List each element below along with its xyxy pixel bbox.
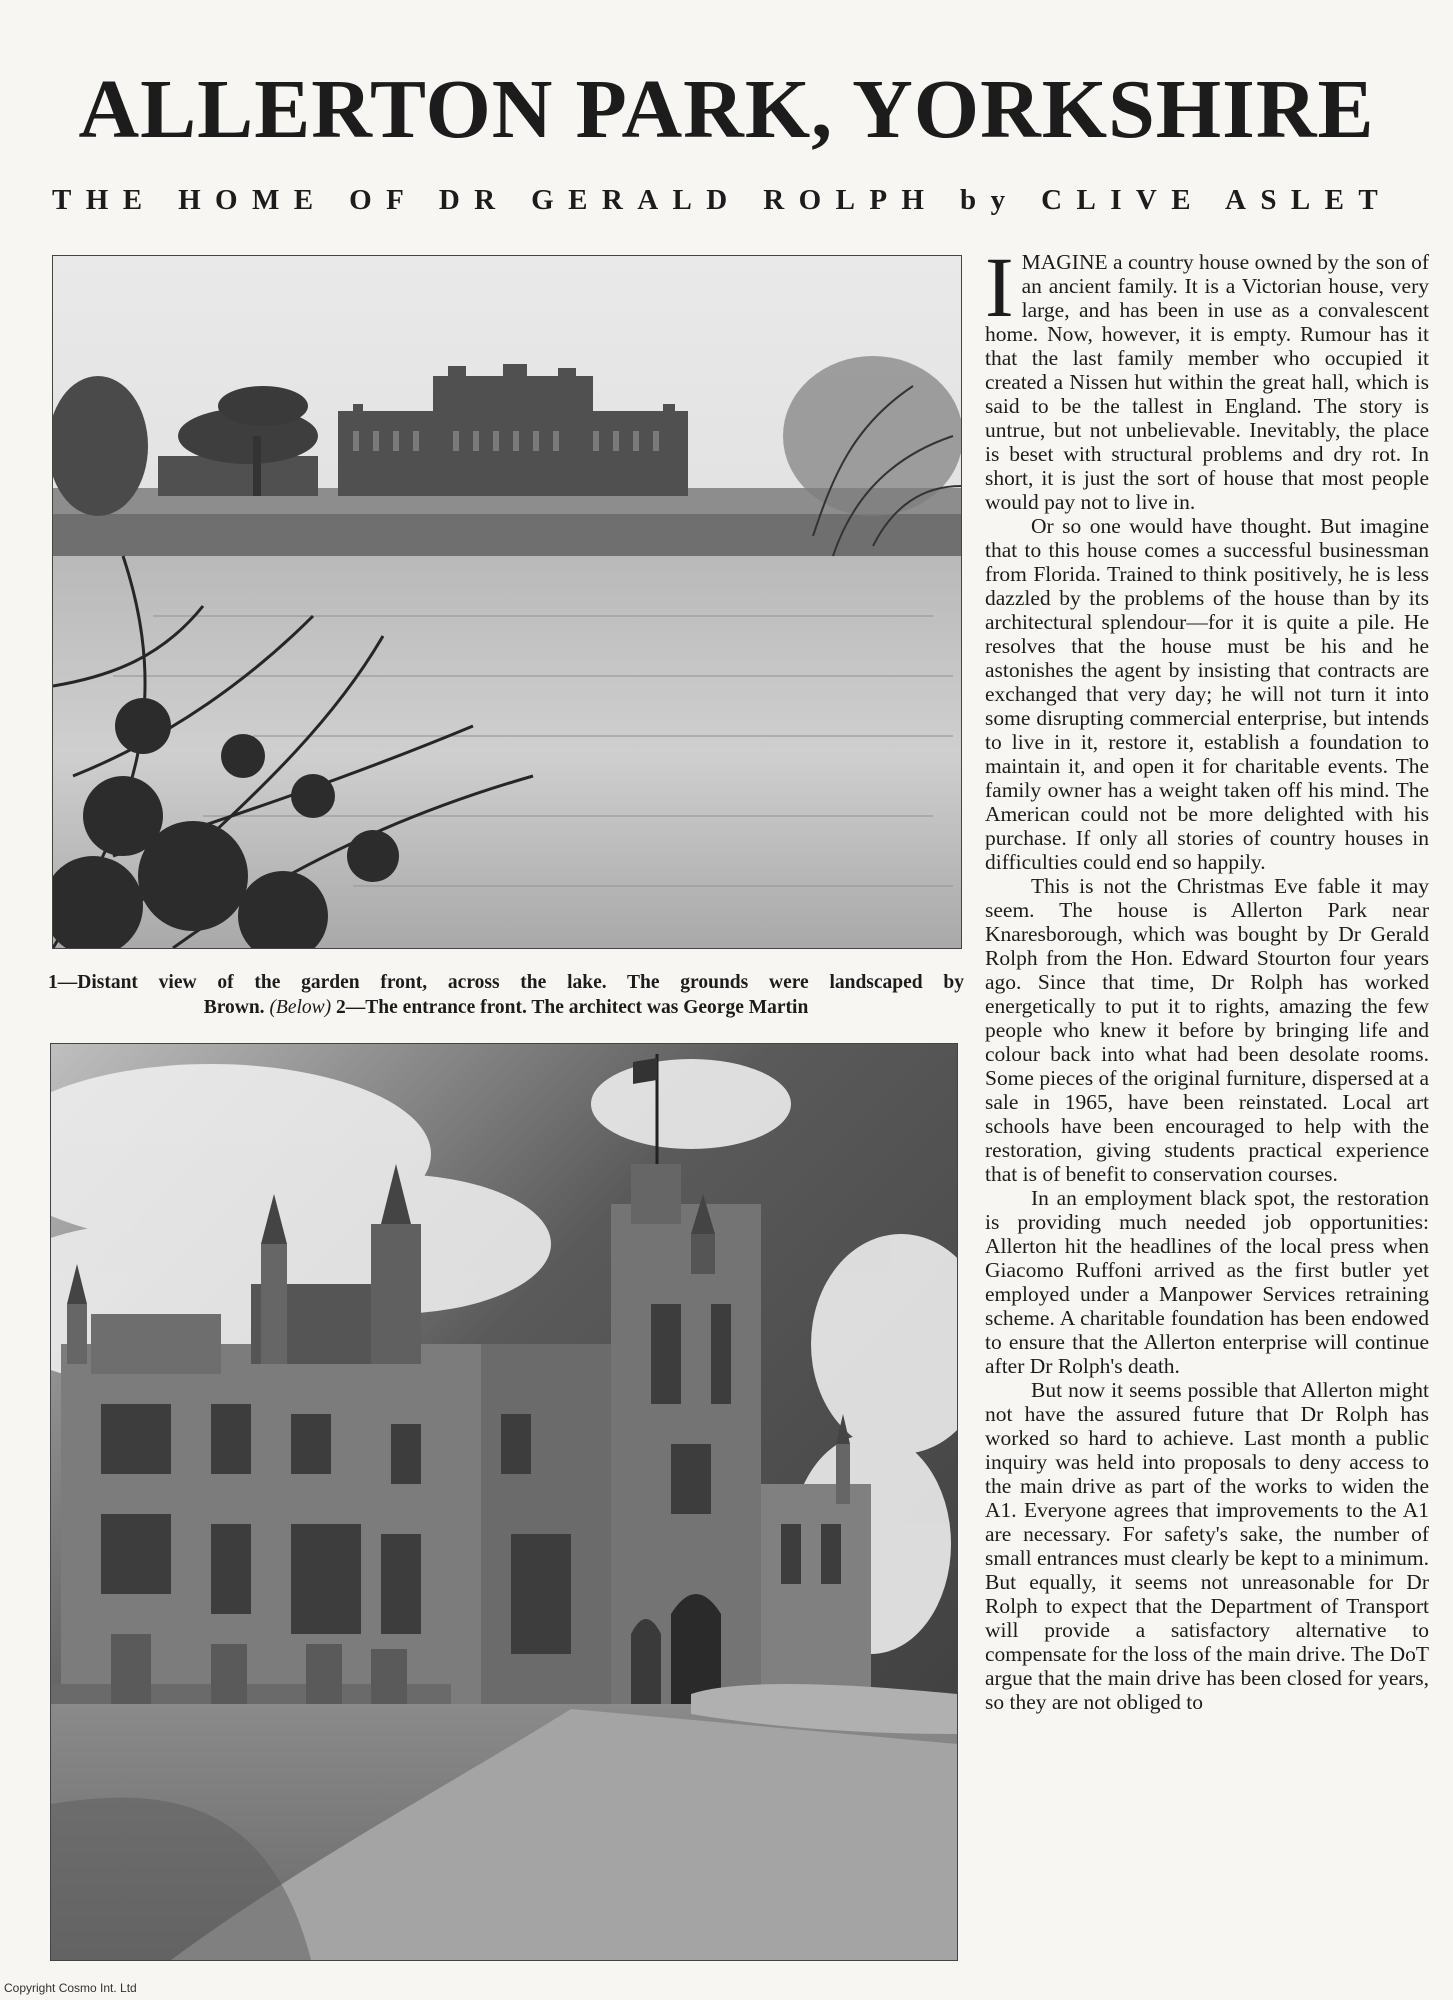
drop-cap: I — [985, 239, 1014, 335]
photo-entrance-front-illustration — [51, 1044, 957, 1960]
article-body — [985, 239, 1429, 1714]
article-paragraph-4: In an employment black spot, the restoration is providing much needed job opportunities: Allerton hit the headlines of the local press when Giacomo Ruffoni arrived as the first butler yet employed under a Manpower Services retraining scheme. A charitable foundation has been endowed to ensure that the Allerton enterprise will continue after Dr Rolph's death. — [985, 1186, 1429, 1378]
article-paragraph-2: Or so one would have thought. But imagine that to this house comes a successful businessman from Florida. Trained to think positively, he is less dazzled by the problems of the house than by its architectural splendour—for it is quite a pile. He resolves that the house must be his and he astonishes the agent by insisting that contracts are exchanged that very day; he will not turn it into some disrupting commercial enterprise, but intends to live in it, restore it, establish a foundation to maintain it, and open it for charitable events. The family owner has a weight taken off his mind. The American could not be more delighted with his purchase. If only all stories of country houses in difficulties could end so happily. — [985, 514, 1429, 874]
article-paragraph-3: This is not the Christmas Eve fable it may seem. The house is Allerton Park near Knaresborough, which was bought by Dr Gerald Rolph from the Hon. Edward Stourton four years ago. Since that time, Dr Rolph has worked energetically to put it to rights, amazing the few people who knew it before by bringing life and colour back into what had been desolate rooms. Some pieces of the original furniture, dispersed at a sale in 1965, have been reinstated. Local art schools have been encouraged to help with the restoration, giving students practical experience that is of benefit to conservation courses. — [985, 874, 1429, 1186]
photo-garden-front-illustration — [53, 256, 961, 948]
copyright-notice: Copyright Cosmo Int. Ltd — [4, 1981, 137, 1995]
caption-line-2 — [48, 995, 964, 1020]
caption-brown: Brown. — [203, 997, 270, 1018]
article-paragraph-1: IMAGINE a country house owned by the son of an ancient family. It is a Victorian house, very large, and has been in use as a convalescent home. Now, however, it is empty. Rumour has it that the last family member who occupied it created a Nissen hut within the great hall, which is said to be the tallest in England. The story is untrue, but not unbelievable. Inevitably, the place is beset with structural problems and dry rot. In short, it is just the sort of house that most people would pay not to live in. — [985, 239, 1429, 514]
article-title: ALLERTON PARK, YORKSHIRE — [78, 63, 1375, 156]
figure-caption — [48, 970, 964, 1020]
caption-entrance-front: 2—The entrance front. The architect was George Martin — [331, 997, 809, 1018]
photo-garden-front-lake — [52, 255, 962, 949]
article-paragraph-5: But now it seems possible that Allerton might not have the assured future that Dr Rolph has worked so hard to achieve. Last month a public inquiry was held into proposals to deny access to the main drive as part of the works to widen the A1. Everyone agrees that improvements to the A1 are necessary. For safety's sake, the number of small entrances must clearly be kept to a minimum. But equally, it seems not unreasonable for Dr Rolph to expect that the Department of Transport will provide a satisfactory alternative to compensate for the loss of the main drive. The DoT argue that the main drive has been closed for years, so they are not obliged to — [985, 1378, 1429, 1714]
caption-line-1: 1—Distant view of the garden front, across the lake. The grounds were landscaped by — [48, 972, 964, 993]
caption-below: (Below) — [269, 997, 332, 1018]
photo-entrance-front — [50, 1043, 958, 1961]
article-subtitle: THE HOME OF DR GERALD ROLPH by CLIVE ASLET — [52, 184, 1393, 216]
